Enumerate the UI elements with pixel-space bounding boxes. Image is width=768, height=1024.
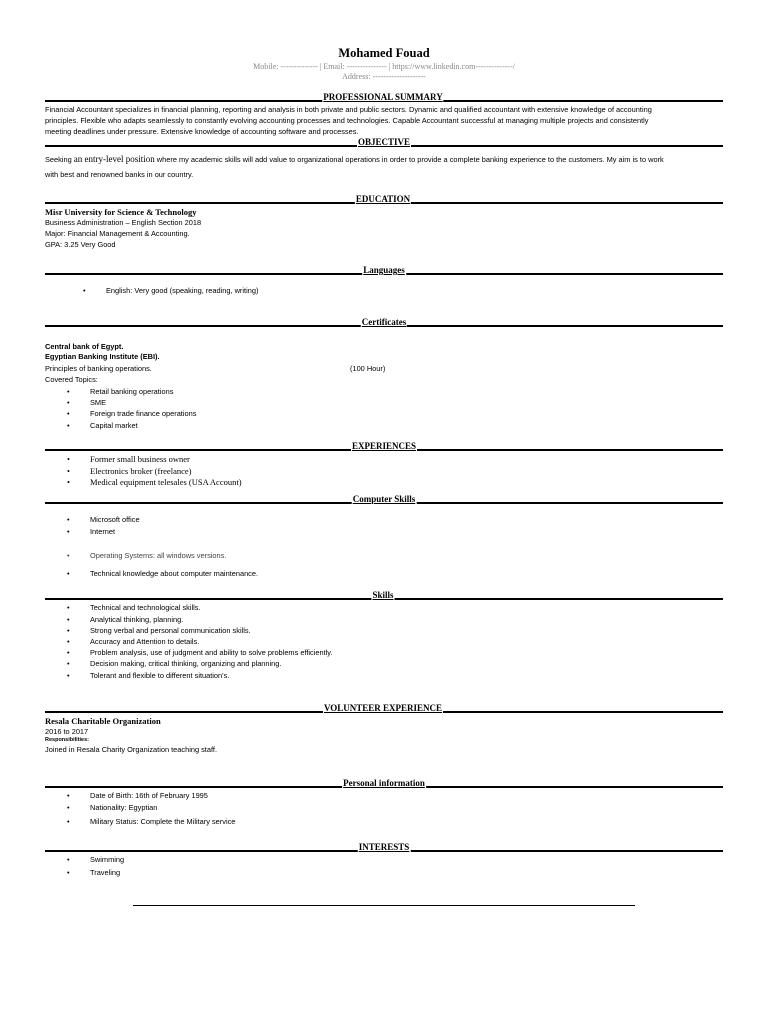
section-volunteer [45, 703, 723, 715]
cert-course: Principles of banking operations. [45, 364, 152, 373]
section-title-experiences: EXPERIENCES [351, 441, 417, 451]
cert-issuer-2: Egyptian Banking Institute (EBI). [45, 352, 160, 361]
section-title-volunteer: VOLUNTEER EXPERIENCE [323, 703, 443, 713]
volunteer-org: Resala Charitable Organization [45, 716, 161, 726]
section-education [45, 194, 723, 206]
address-line: Address: -------------------- [342, 72, 426, 81]
education-degree: Business Administration – English Section 2018 [45, 218, 202, 227]
summary-line-1: Financial Accountant specializes in financial planning, reporting and analysis in both private and public sectors. Dynamic and qualified accountant with extensive knowledge of accounting [45, 105, 652, 114]
section-languages [45, 265, 723, 277]
objective-highlight: an entry-level position [73, 154, 155, 164]
section-title-interests: INTERESTS [358, 842, 410, 852]
section-computer-skills [45, 494, 723, 506]
summary-line-2: principles. Flexible who adapts seamlessly to constantly evolving accounting processes and technologies. Capable Accountant successful at managing multiple projects and consistently [45, 116, 649, 125]
objective-pre: Seeking [45, 155, 74, 164]
education-major: Major: Financial Management & Accounting. [45, 229, 190, 238]
section-title-education: EDUCATION [355, 194, 411, 204]
volunteer-period: 2016 to 2017 [45, 727, 89, 736]
section-personal [45, 778, 723, 790]
section-certificates [45, 317, 723, 329]
section-skills [45, 590, 723, 602]
volunteer-resp-label: Responsibilities: [45, 737, 90, 743]
volunteer-desc: Joined in Resala Charity Organization teaching staff. [45, 745, 217, 754]
section-objective [45, 137, 723, 149]
objective-line-1 [45, 154, 664, 164]
footer-divider [133, 905, 635, 906]
cert-hours: (100 Hour) [350, 364, 386, 373]
summary-line-3: meeting deadlines under pressure. Extensive knowledge of accounting software and processes. [45, 127, 359, 136]
objective-line-2: with best and renowned banks in our country. [45, 170, 194, 179]
section-title-summary: PROFESSIONAL SUMMARY [323, 92, 443, 102]
cert-issuer-1: Central bank of Egypt. [45, 342, 124, 351]
section-title-certificates: Certificates [361, 317, 407, 327]
section-professional-summary [45, 92, 723, 104]
section-interests [45, 842, 723, 854]
candidate-name: Mohamed Fouad [338, 46, 430, 60]
section-title-computer-skills: Computer Skills [352, 494, 416, 504]
section-title-skills: Skills [372, 590, 394, 600]
cert-topics-label: Covered Topics: [45, 375, 98, 384]
section-title-personal: Personal information [343, 778, 425, 788]
section-title-languages: Languages [363, 265, 405, 275]
education-school: Misr University for Science & Technology [45, 207, 197, 217]
section-experiences [45, 441, 723, 453]
contact-line: Mobile: -------------- | Email: --------------- | https://www.linkedin.com--------------/ [253, 62, 515, 71]
section-title-objective: OBJECTIVE [357, 137, 411, 147]
objective-post: where my academic skills will add value to organizational operations in order to provide a complete banking experience to the customers. My aim is to work [154, 155, 664, 164]
education-gpa: GPA: 3.25 Very Good [45, 240, 116, 249]
